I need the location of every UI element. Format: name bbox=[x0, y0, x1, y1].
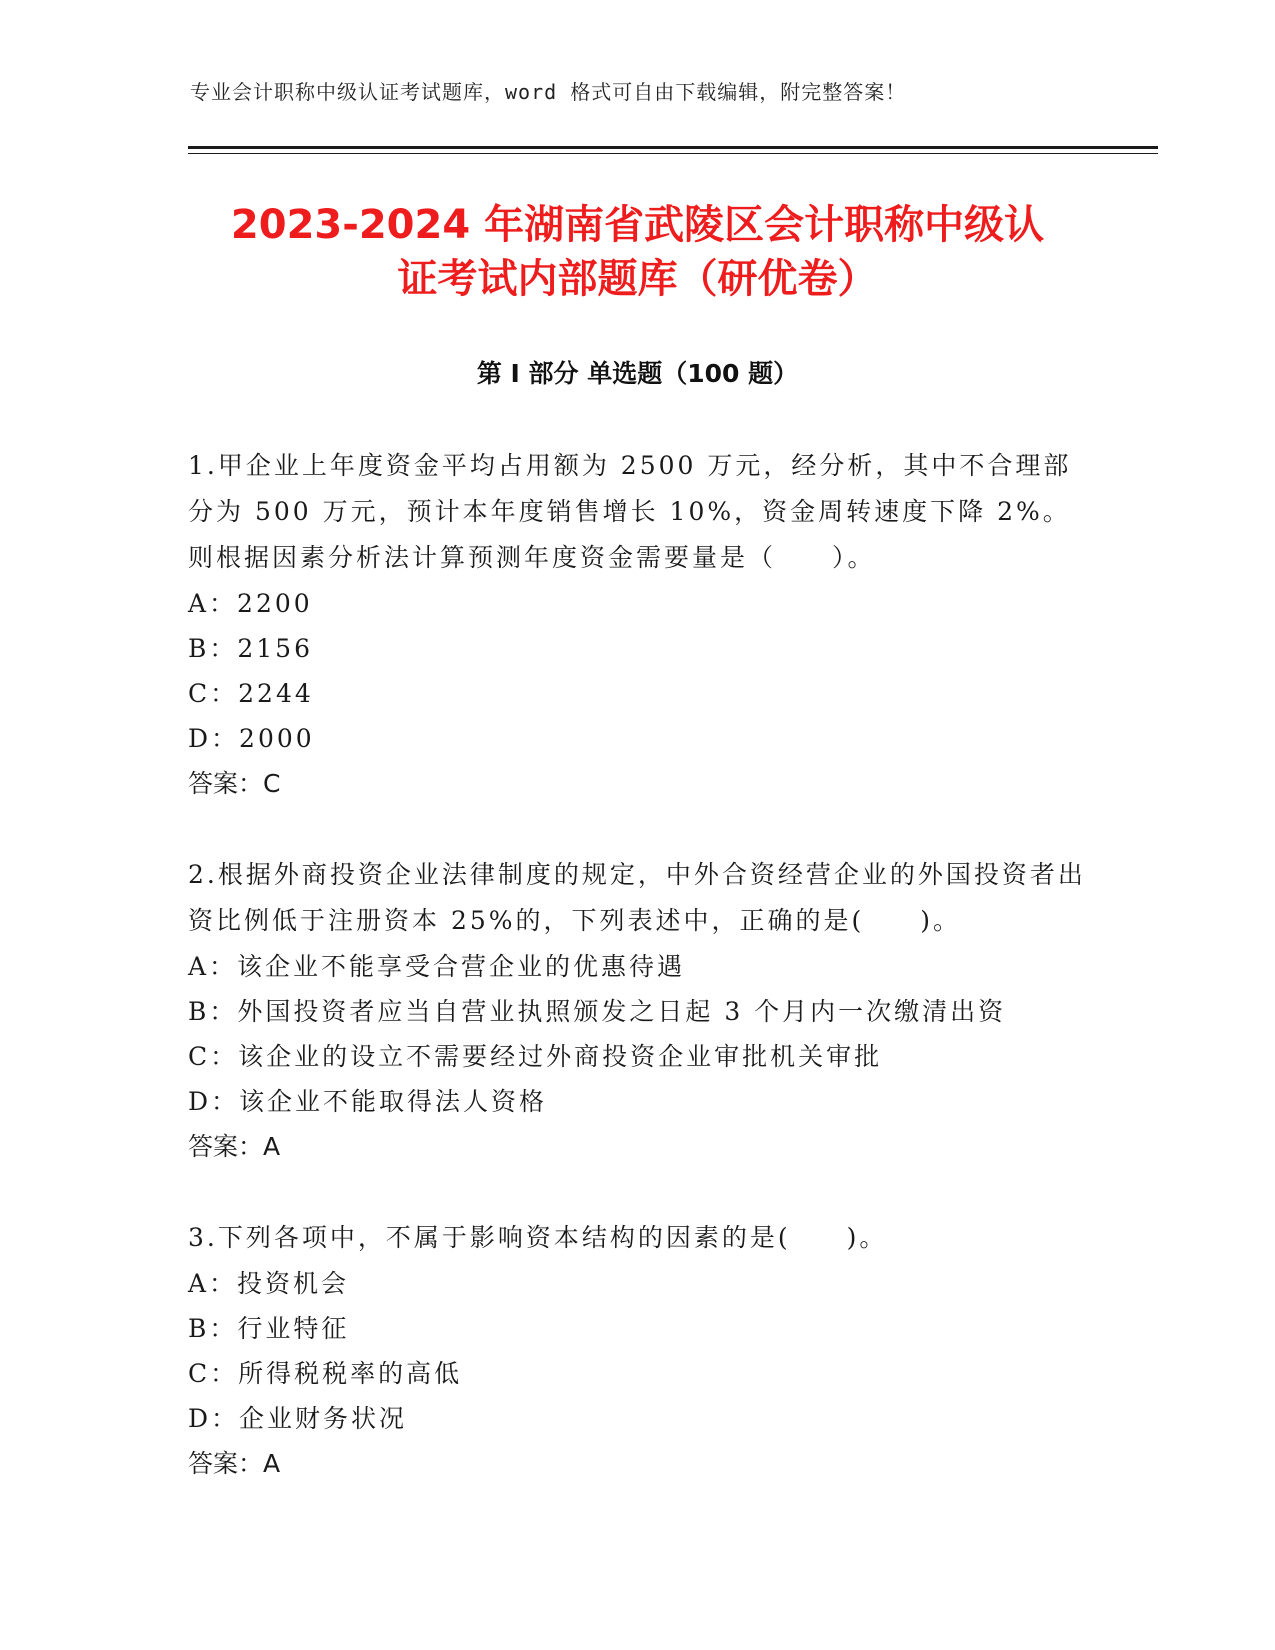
option-b: B：2156 bbox=[188, 634, 313, 663]
question-list bbox=[188, 443, 1088, 1532]
answer-line: 答案：A bbox=[188, 1449, 281, 1478]
option-b: B：行业特征 bbox=[188, 1314, 350, 1343]
document-title bbox=[150, 198, 1125, 306]
header-divider-thin bbox=[188, 153, 1158, 154]
question-3 bbox=[188, 1215, 1088, 1486]
option-d: D：2000 bbox=[188, 724, 315, 753]
option-b: B：外国投资者应当自营业执照颁发之日起 3 个月内一次缴清出资 bbox=[188, 997, 1007, 1026]
option-c: C：该企业的设立不需要经过外商投资企业审批机关审批 bbox=[188, 1042, 883, 1071]
answer-line: 答案：A bbox=[188, 1132, 281, 1161]
option-c: C：2244 bbox=[188, 679, 314, 708]
option-d: D：企业财务状况 bbox=[188, 1404, 408, 1433]
question-stem: 1.甲企业上年度资金平均占用额为 2500 万元，经分析，其中不合理部分为 500 万元，预计本年度销售增长 10%，资金周转速度下降 2%。则根据因素分析法计算预测年度资金需要量是（ ）。 bbox=[188, 451, 1072, 572]
question-stem: 3.下列各项中，不属于影响资本结构的因素的是( )。 bbox=[188, 1223, 888, 1252]
question-2 bbox=[188, 852, 1088, 1169]
option-a: A：2200 bbox=[188, 589, 313, 618]
question-stem: 2.根据外商投资企业法律制度的规定，中外合资经营企业的外国投资者出资比例低于注册资本 25%的，下列表述中，正确的是( )。 bbox=[188, 860, 1086, 935]
header-note: 专业会计职称中级认证考试题库，word 格式可自由下载编辑，附完整答案！ bbox=[190, 80, 907, 104]
answer-line: 答案：C bbox=[188, 769, 281, 798]
option-a: A：该企业不能享受合营企业的优惠待遇 bbox=[188, 952, 686, 981]
document-title-line1: 2023-2024 年湖南省武陵区会计职称中级认 bbox=[230, 202, 1045, 248]
section-heading: 第 I 部分 单选题（100 题） bbox=[476, 359, 799, 388]
question-1 bbox=[188, 443, 1088, 806]
option-c: C：所得税税率的高低 bbox=[188, 1359, 463, 1388]
document-title-line2: 证考试内部题库（研优卷） bbox=[397, 256, 878, 302]
option-d: D：该企业不能取得法人资格 bbox=[188, 1087, 548, 1116]
option-a: A：投资机会 bbox=[188, 1269, 350, 1298]
header-divider-thick bbox=[188, 146, 1158, 149]
